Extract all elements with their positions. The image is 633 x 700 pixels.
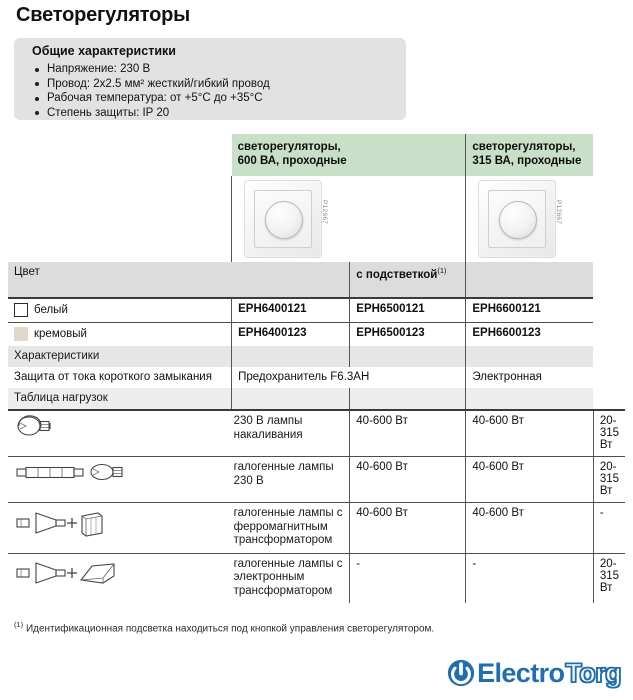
table-row bbox=[8, 457, 625, 503]
header-600va-line1: светорегуляторы, bbox=[237, 141, 341, 153]
header-600va bbox=[232, 134, 466, 176]
dimmer-device-image bbox=[478, 180, 556, 258]
table-header-row bbox=[8, 134, 625, 176]
table-row bbox=[8, 553, 625, 603]
general-characteristics-item: Степень защиты: IP 20 bbox=[32, 106, 270, 121]
load-row-incandescent-icon-cell bbox=[8, 410, 232, 457]
load-electronic-600va-backlit: - bbox=[466, 553, 593, 603]
load-name: галогенные лампы с ферромагнитным трансформатором bbox=[233, 507, 343, 546]
color-row-white-label bbox=[8, 298, 232, 323]
table-photo-row bbox=[8, 176, 625, 262]
general-characteristics-panel bbox=[14, 38, 406, 120]
product-photo-600va bbox=[232, 176, 466, 262]
power-icon bbox=[446, 658, 476, 688]
photo-empty-cell bbox=[8, 176, 232, 262]
logo-text-electro: Electro bbox=[477, 658, 565, 688]
load-row-electronic-label bbox=[232, 553, 350, 603]
cream-swatch-icon bbox=[14, 327, 28, 341]
load-section-header-row bbox=[8, 388, 625, 410]
load-row-incandescent-label bbox=[232, 410, 350, 457]
footnote-text: Идентификационная подсветка находиться под кнопкой управления светорегулятором. bbox=[25, 623, 435, 635]
halogen-lamp-icon bbox=[14, 461, 132, 483]
load-row-ferromagnetic-label bbox=[232, 503, 350, 554]
general-characteristics-item: Рабочая температура: от +5°C до +35°C bbox=[32, 91, 270, 106]
dimmer-knob bbox=[265, 201, 303, 239]
header-315va-line2: 315 ВА, проходные bbox=[472, 155, 582, 167]
load-incandescent-315va: 20-315 Вт bbox=[593, 410, 625, 457]
logo-text-torg: Torg bbox=[565, 658, 621, 688]
load-section-label: Таблица нагрузок bbox=[8, 388, 232, 410]
color-cream-code-600va: EPH6400123 bbox=[232, 323, 350, 347]
halogen-electronic-transformer-icon bbox=[14, 558, 132, 590]
table-row bbox=[8, 503, 625, 554]
color-white-code-600va-backlit: EPH6500121 bbox=[350, 298, 466, 323]
color-name: кремовый bbox=[34, 328, 87, 340]
header-empty-cell bbox=[8, 134, 232, 176]
load-spacer-b bbox=[350, 388, 466, 410]
header-315va bbox=[466, 134, 593, 176]
load-spacer-a bbox=[232, 388, 350, 410]
load-halogen-600va-backlit: 40-600 Вт bbox=[466, 457, 593, 503]
color-white-code-600va: EPH6400121 bbox=[232, 298, 350, 323]
table-row bbox=[8, 323, 625, 347]
short-circuit-protection-label: Защита от тока короткого замыкания bbox=[8, 367, 232, 388]
color-name: белый bbox=[34, 304, 68, 316]
color-section-spacer-a bbox=[232, 262, 350, 298]
characteristics-spacer-c bbox=[466, 346, 593, 367]
load-electronic-600va: - bbox=[350, 553, 466, 603]
color-cream-code-600va-backlit: EPH6500123 bbox=[350, 323, 466, 347]
characteristics-spacer-a bbox=[232, 346, 350, 367]
color-row-cream-label bbox=[8, 323, 232, 347]
load-row-halogen-icon-cell bbox=[8, 457, 232, 503]
table-row bbox=[8, 410, 625, 457]
load-ferromagnetic-600va: 40-600 Вт bbox=[350, 503, 466, 554]
incandescent-lamp-icon bbox=[14, 415, 74, 437]
color-white-code-315va: EPH6600121 bbox=[466, 298, 593, 323]
white-swatch-icon bbox=[14, 303, 28, 317]
load-ferromagnetic-315va: - bbox=[593, 503, 625, 554]
photo-code-label: P12667 bbox=[321, 200, 329, 225]
color-section-spacer-c bbox=[466, 262, 593, 298]
general-characteristics-list bbox=[32, 62, 270, 120]
short-circuit-protection-600va: Предохранитель F6.3AH bbox=[232, 367, 466, 388]
load-incandescent-600va-backlit: 40-600 Вт bbox=[466, 410, 593, 457]
load-ferromagnetic-600va-backlit: 40-600 Вт bbox=[466, 503, 593, 554]
page-title: Светорегуляторы bbox=[16, 4, 191, 26]
load-row-ferromagnetic-icon-cell bbox=[8, 503, 232, 554]
load-electronic-315va: 20-315 Вт bbox=[593, 553, 625, 603]
backlight-text: с подстветкой bbox=[356, 268, 438, 281]
load-name: 230 В лампы накаливания bbox=[233, 415, 303, 441]
table-row bbox=[8, 367, 625, 388]
load-incandescent-600va: 40-600 Вт bbox=[350, 410, 466, 457]
halogen-ferromagnetic-transformer-icon bbox=[14, 507, 132, 541]
color-section-label: Цвет bbox=[8, 262, 232, 298]
load-halogen-315va: 20-315 Вт bbox=[593, 457, 625, 503]
load-row-electronic-icon-cell bbox=[8, 553, 232, 603]
load-halogen-600va: 40-600 Вт bbox=[350, 457, 466, 503]
electrotorg-logo[interactable] bbox=[446, 658, 621, 688]
general-characteristics-item: Провод: 2х2.5 мм² жесткий/гибкий провод bbox=[32, 77, 270, 92]
short-circuit-protection-315va: Электронная bbox=[466, 367, 593, 388]
load-name: галогенные лампы 230 В bbox=[233, 461, 334, 487]
load-row-halogen-label bbox=[232, 457, 350, 503]
product-photo-315va bbox=[466, 176, 593, 262]
header-600va-line2: 600 ВА, проходные bbox=[237, 155, 347, 167]
table-row bbox=[8, 298, 625, 323]
photo-code-label: P12667 bbox=[555, 200, 563, 225]
load-name: галогенные лампы с электронным трансформатором bbox=[233, 557, 343, 597]
general-characteristics-heading: Общие характеристики bbox=[32, 44, 176, 58]
header-315va-line1: светорегуляторы, bbox=[472, 141, 576, 153]
color-section-backlight-label bbox=[350, 262, 466, 298]
load-spacer-c bbox=[466, 388, 593, 410]
color-section-header-row bbox=[8, 262, 625, 298]
footnote bbox=[14, 620, 434, 634]
dimmer-device-image bbox=[244, 180, 322, 258]
color-cream-code-315va: EPH6600123 bbox=[466, 323, 593, 347]
characteristics-spacer-b bbox=[350, 346, 466, 367]
characteristics-section-label: Характеристики bbox=[8, 346, 232, 367]
characteristics-section-header-row bbox=[8, 346, 625, 367]
general-characteristics-item: Напряжение: 230 В bbox=[32, 62, 270, 77]
product-specification-table bbox=[8, 134, 625, 603]
backlight-footnote-mark: (1) bbox=[437, 266, 447, 275]
footnote-mark: (1) bbox=[14, 620, 24, 629]
